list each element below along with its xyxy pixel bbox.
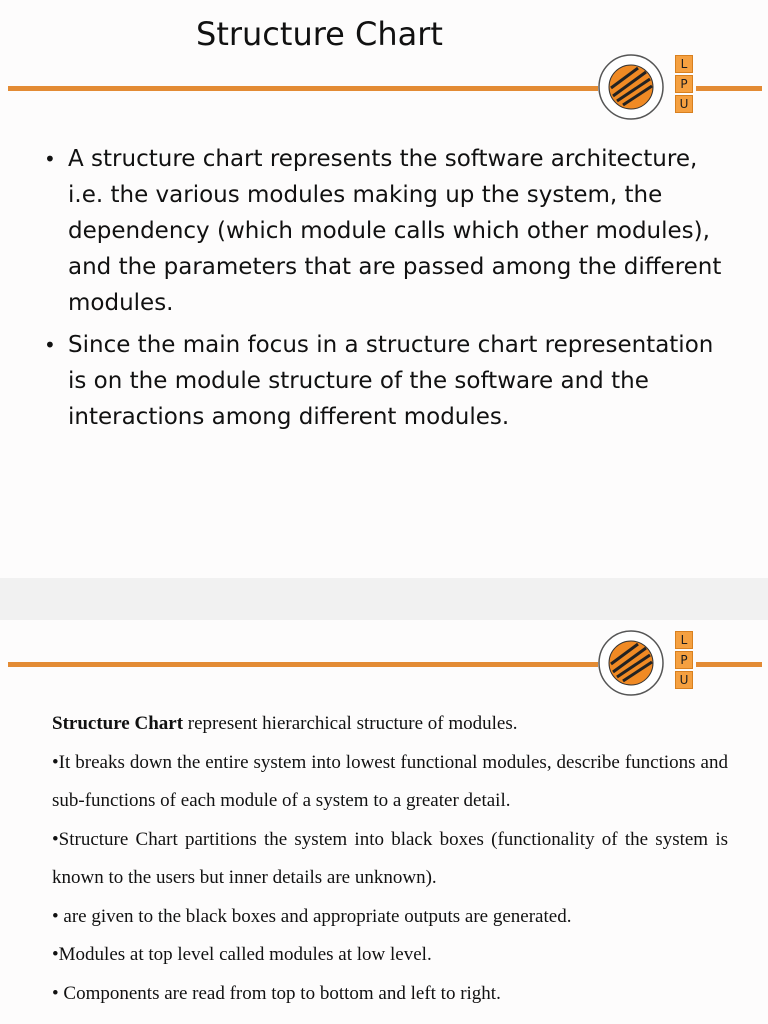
lpu-letter-stack [675,55,693,115]
lpu-letter-l: L [675,631,693,649]
header-rule-right [696,86,762,91]
bullet-dot: • [44,147,56,171]
paragraph-bold-lead: Structure Chart [52,713,184,734]
slide-title: Structure Chart [196,15,443,53]
lpu-letter-u: U [675,95,693,113]
slide-gap [0,578,768,620]
bullet-text: A structure chart represents the software architecture, i.e. the various modules making up the system, the dependency (which module calls which other modules), and the parameters that are passed among the different modules. [68,146,722,316]
bullet-text: Since the main focus in a structure chart representation is on the module structure of the software and the interactions among different modules. [68,332,714,430]
university-seal-logo [596,52,666,122]
lpu-letter-l: L [675,55,693,73]
bullet-list [44,141,724,441]
lpu-letter-p: P [675,651,693,669]
paragraph-text: •Modules at top level called modules at low level. [52,944,432,965]
university-seal-logo [596,628,666,698]
lpu-letter-p: P [675,75,693,93]
header-rule-left [8,86,598,91]
paragraph-text: •It breaks down the entire system into lowest functional modules, describe functions and sub-functions of each module of a system to a greater detail. [52,751,728,811]
paragraph [52,821,728,898]
paragraph-text: • Components are read from top to bottom and left to right. [52,982,501,1004]
bullet-item [44,141,724,321]
bullet-dot: • [44,333,56,357]
paragraph [52,898,728,937]
bullet-item [44,327,724,435]
header-rule-right [696,662,762,667]
paragraph-text: represent hierarchical structure of modules. [183,713,518,734]
paragraph [52,705,728,744]
paragraph [52,744,728,821]
paragraph [52,936,728,975]
slide-2-body [52,705,728,1013]
paragraph-text: •Structure Chart partitions the system into black boxes (functionality of the system is known to the users but inner details are unknown). [52,828,728,888]
paragraph [52,975,728,1014]
paragraph-text: • are given to the black boxes and appropriate outputs are generated. [52,905,572,927]
lpu-letter-stack [675,631,693,691]
lpu-letter-u: U [675,671,693,689]
header-rule-left [8,662,598,667]
